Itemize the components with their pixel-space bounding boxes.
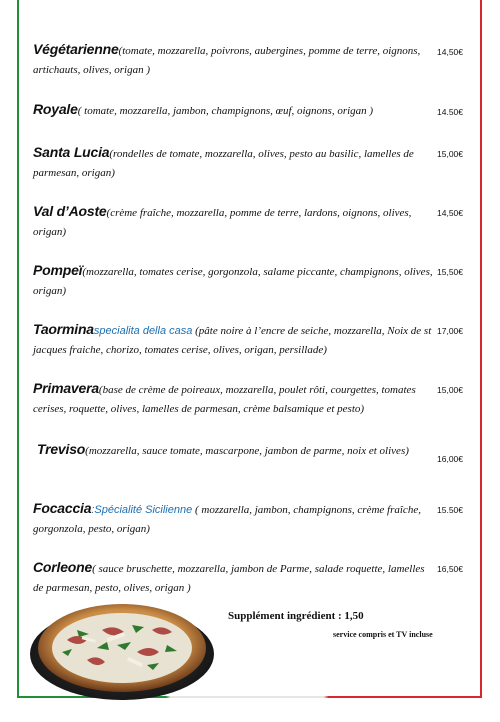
item-desc: (mozzarella, tomates cerise, gorgonzola, salame piccante, champignons, olives, origan) — [33, 266, 433, 297]
item-name: Taormina — [33, 321, 94, 337]
item-desc: (pâte noire à l’encre de seiche, mozzarella, Noix de st jacques fraiche, chorizo, tomates cerise, olives, origan, persillade) — [33, 325, 432, 356]
item-price: 15,00€ — [437, 149, 463, 159]
menu-item-vegetarienne — [33, 40, 433, 80]
item-name: Primavera — [33, 380, 99, 396]
item-price: 17,00€ — [437, 326, 463, 336]
item-desc: ( mozzarella, jambon, champignons, crème fraîche, gorgonzola, pesto, origan) — [33, 504, 421, 535]
menu-item-focaccia — [33, 499, 433, 539]
menu-item-treviso — [33, 440, 433, 461]
item-price: 15,00€ — [437, 385, 463, 395]
menu-item-santa-lucia — [33, 143, 433, 183]
item-name: Corleone — [33, 559, 93, 575]
item-desc: ( tomate, mozzarella, jambon, champignons, œuf, oignons, origan ) — [77, 105, 374, 117]
item-desc: (mozzarella, sauce tomate, mascarpone, jambon de parme, noix et olives) — [85, 445, 409, 457]
menu-item-pompei — [33, 261, 433, 301]
item-price: 16,00€ — [437, 454, 463, 464]
menu-item-taormina — [33, 320, 433, 360]
menu-item-royale — [33, 100, 433, 121]
item-name: Santa Lucia — [33, 144, 110, 160]
item-name: Treviso — [37, 441, 86, 457]
item-tag: specialita della casa — [93, 325, 193, 337]
item-desc: (rondelles de tomate, mozzarella, olives, pesto au basilic, lamelles de parmesan, origan) — [33, 148, 414, 179]
item-price: 14,50€ — [437, 208, 463, 218]
item-price: 14,50€ — [437, 47, 463, 57]
item-name: Royale — [33, 101, 78, 117]
border-right-red — [480, 0, 482, 698]
item-desc: (crème fraîche, mozzarella, pomme de terre, lardons, oignons, olives, origan) — [33, 207, 412, 238]
item-tag: :Spécialité Sicilienne — [91, 504, 193, 516]
item-name: Végétarienne — [33, 41, 119, 57]
menu-item-val-daoste — [33, 202, 433, 242]
pizza-illustration — [27, 590, 217, 702]
menu-item-primavera — [33, 379, 433, 419]
item-price: 15,50€ — [437, 267, 463, 277]
item-price: 16,50€ — [437, 564, 463, 574]
supplement-note: Supplément ingrédient : 1,50 — [228, 610, 364, 622]
service-note: service compris et TV incluse — [333, 630, 433, 639]
item-desc: (base de crème de poireaux, mozzarella, poulet rôti, courgettes, tomates cerises, roquette, olives, lamelles de parmesan, crème balsamique et pesto) — [33, 384, 416, 415]
item-desc: ( sauce bruschette, mozzarella, jambon de Parme, salade roquette, lamelles de parmesan, pesto, olives, origan ) — [33, 563, 425, 594]
item-name: Val d’Aoste — [33, 203, 107, 219]
item-name: Pompeï — [33, 262, 83, 278]
border-left-green — [17, 0, 19, 698]
item-name: Focaccia — [33, 500, 92, 516]
item-desc: (tomate, mozzarella, poivrons, aubergines, pomme de terre, oignons, artichauts, olives, origan ) — [33, 45, 421, 76]
item-price: 15.50€ — [437, 505, 463, 515]
item-price: 14.50€ — [437, 107, 463, 117]
